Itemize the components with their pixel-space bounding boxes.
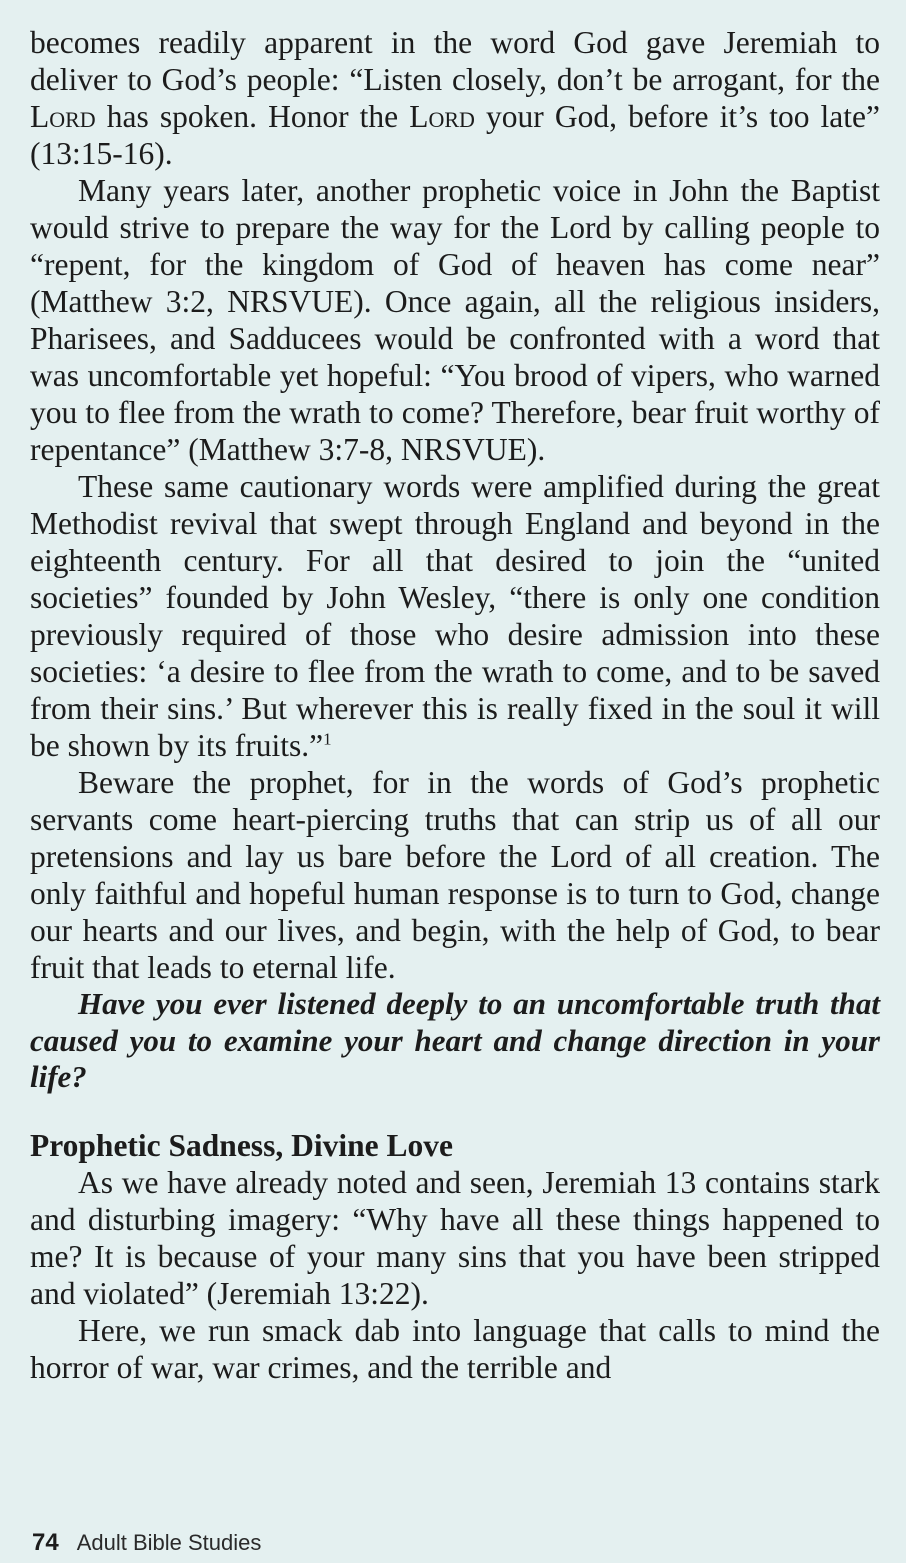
lord-small-caps: Lord: [409, 99, 475, 134]
paragraph-3: [30, 468, 880, 764]
paragraph-4: Beware the prophet, for in the words of God’s prophetic servants come heart-piercing truths that can strip us of all our pretensions and lay us bare before the Lord of all creation. The only faithful and hopeful human response is to turn to God, change our hearts and our lives, and begin, with the help of God, to bear fruit that leads to eternal life.: [30, 765, 880, 985]
paragraph-5: As we have already noted and seen, Jeremiah 13 contains stark and disturbing imagery: “Why have all these things happened to me? It is because of your many sins that you have been stripped and violated” (Jeremiah 13:22).: [30, 1164, 880, 1311]
text-run: has spoken. Honor the: [95, 99, 410, 134]
lord-small-caps: Lord: [30, 99, 96, 134]
text-column: [30, 24, 880, 1386]
paragraph-2: Many years later, another prophetic voice in John the Baptist would strive to prepare the way for the Lord by calling people to “repent, for the kingdom of God of heaven has come near” (Matthew 3:2, NRSVUE). Once again, all the religious insiders, Pharisees, and Sadducees would be confronted with a word that was uncomfortable yet hopeful: “You brood of vipers, who warned you to flee from the wrath to come? Therefore, bear fruit worthy of repentance” (Matthew 3:7-8, NRSVUE).: [30, 173, 880, 467]
footnote-marker: 1: [323, 729, 332, 749]
page-number: 74: [32, 1529, 59, 1556]
text-run: your God, before it’s too late” (13:15-16).: [30, 99, 880, 171]
page-footer: [32, 1529, 261, 1559]
paragraph-1: [30, 24, 880, 172]
reflection-question: Have you ever listened deeply to an uncomfortable truth that caused you to examine your heart and change direction in your life?: [30, 986, 880, 1094]
text-run: becomes readily apparent in the word God gave Jeremiah to deliver to God’s people: “Listen closely, don’t be arrogant, for the: [30, 25, 880, 97]
publication-title: Adult Bible Studies: [76, 1530, 262, 1555]
text-run: These same cautionary words were amplified during the great Methodist revival that swept through England and beyond in the eighteenth century. For all that desired to join the “united societies” founded by John Wesley, “there is only one condition previously required of those who desire admission into these societies: ‘a desire to flee from the wrath to come, and to be saved from their sins.’ But wherever this is really fixed in the soul it will be shown by its fruits.”: [30, 469, 880, 763]
section-heading: Prophetic Sadness, Divine Love: [30, 1127, 453, 1163]
paragraph-6: Here, we run smack dab into language that calls to mind the horror of war, war crimes, and the terrible and: [30, 1312, 880, 1385]
